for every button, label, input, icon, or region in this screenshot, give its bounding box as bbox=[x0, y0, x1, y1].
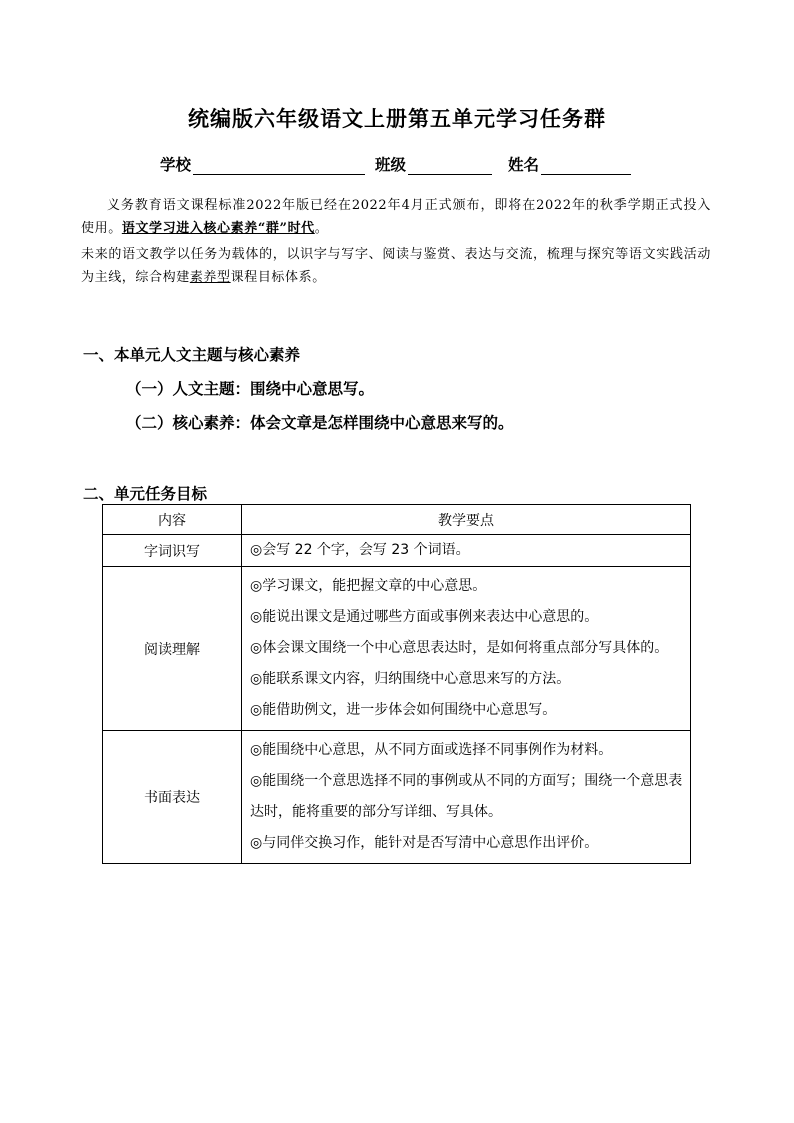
page-title: 统编版六年级语文上册第五单元学习任务群 bbox=[188, 107, 606, 131]
point-item: ◎能围绕中心意思，从不同方面或选择不同事例作为材料。 bbox=[250, 742, 613, 758]
task-goals-table bbox=[102, 504, 691, 864]
table-row bbox=[103, 567, 691, 731]
row-category: 阅读理解 bbox=[103, 567, 242, 731]
point-item: ◎能借助例文，进一步体会如何围绕中心意思写。 bbox=[250, 702, 557, 718]
student-info-line bbox=[160, 153, 631, 175]
table-row bbox=[103, 731, 691, 864]
point-item: ◎体会课文围绕一个中心意思表达时，是如何将重点部分写具体的。 bbox=[250, 640, 669, 656]
row-points bbox=[242, 535, 691, 567]
point-item: ◎学习课文，能把握文章的中心意思。 bbox=[250, 578, 487, 594]
table-header-row bbox=[103, 505, 691, 535]
intro-p1-end: 。 bbox=[314, 221, 329, 236]
intro-p2-text-b: 课程目标体系。 bbox=[230, 270, 326, 285]
row-category: 书面表达 bbox=[103, 731, 242, 864]
row-points bbox=[242, 567, 691, 731]
intro-paragraph-1 bbox=[81, 194, 711, 240]
section-1-item-2: （二）核心素养：体会文章是怎样围绕中心意思来写的。 bbox=[126, 414, 514, 432]
row-points bbox=[242, 731, 691, 864]
section-1-item-1: （一）人文主题：围绕中心意思写。 bbox=[126, 380, 375, 398]
class-blank bbox=[408, 158, 492, 175]
point-item: ◎能说出课文是通过哪些方面或事例来表达中心意思的。 bbox=[250, 609, 599, 625]
intro-p1-emphasis: 语文学习进入核心素养“群”时代 bbox=[121, 221, 315, 236]
row-category: 字词识写 bbox=[103, 535, 242, 567]
school-label: 学校 bbox=[160, 156, 192, 174]
header-teaching-points: 教学要点 bbox=[242, 505, 691, 535]
point-item: ◎会写 22 个字，会写 23 个词语。 bbox=[250, 542, 470, 558]
intro-p1-text: 义务教育语文课程标准2022年版已经在2022年4月正式颁布，即将在2022年的秋季学期正式投入使用。 bbox=[81, 198, 711, 236]
table-row bbox=[103, 535, 691, 567]
point-item: ◎与同伴交换习作，能针对是否写清中心意思作出评价。 bbox=[250, 835, 599, 851]
school-blank bbox=[193, 158, 365, 175]
name-label: 姓名 bbox=[508, 156, 540, 174]
point-item: ◎能围绕一个意思选择不同的事例或从不同的方面写；围绕一个意思表达时，能将重要的部分写详细、写具体。 bbox=[250, 773, 683, 820]
point-item: ◎能联系课文内容，归纳围绕中心意思来写的方法。 bbox=[250, 671, 571, 687]
header-content: 内容 bbox=[103, 505, 242, 535]
name-blank bbox=[541, 158, 631, 175]
class-label: 班级 bbox=[375, 156, 407, 174]
intro-p2-underlined: 素养型 bbox=[189, 270, 231, 285]
intro-p2-text-a: 未来的语文教学以任务为载体的，以识字与写字、阅读与鉴赏、表达与交流，梳理与探究等语文实践活动为主线，综合构建 bbox=[81, 247, 711, 285]
section-2-heading: 二、单元任务目标 bbox=[83, 485, 208, 503]
section-1-heading: 一、本单元人文主题与核心素养 bbox=[83, 346, 301, 364]
intro-paragraph-2 bbox=[81, 243, 711, 289]
